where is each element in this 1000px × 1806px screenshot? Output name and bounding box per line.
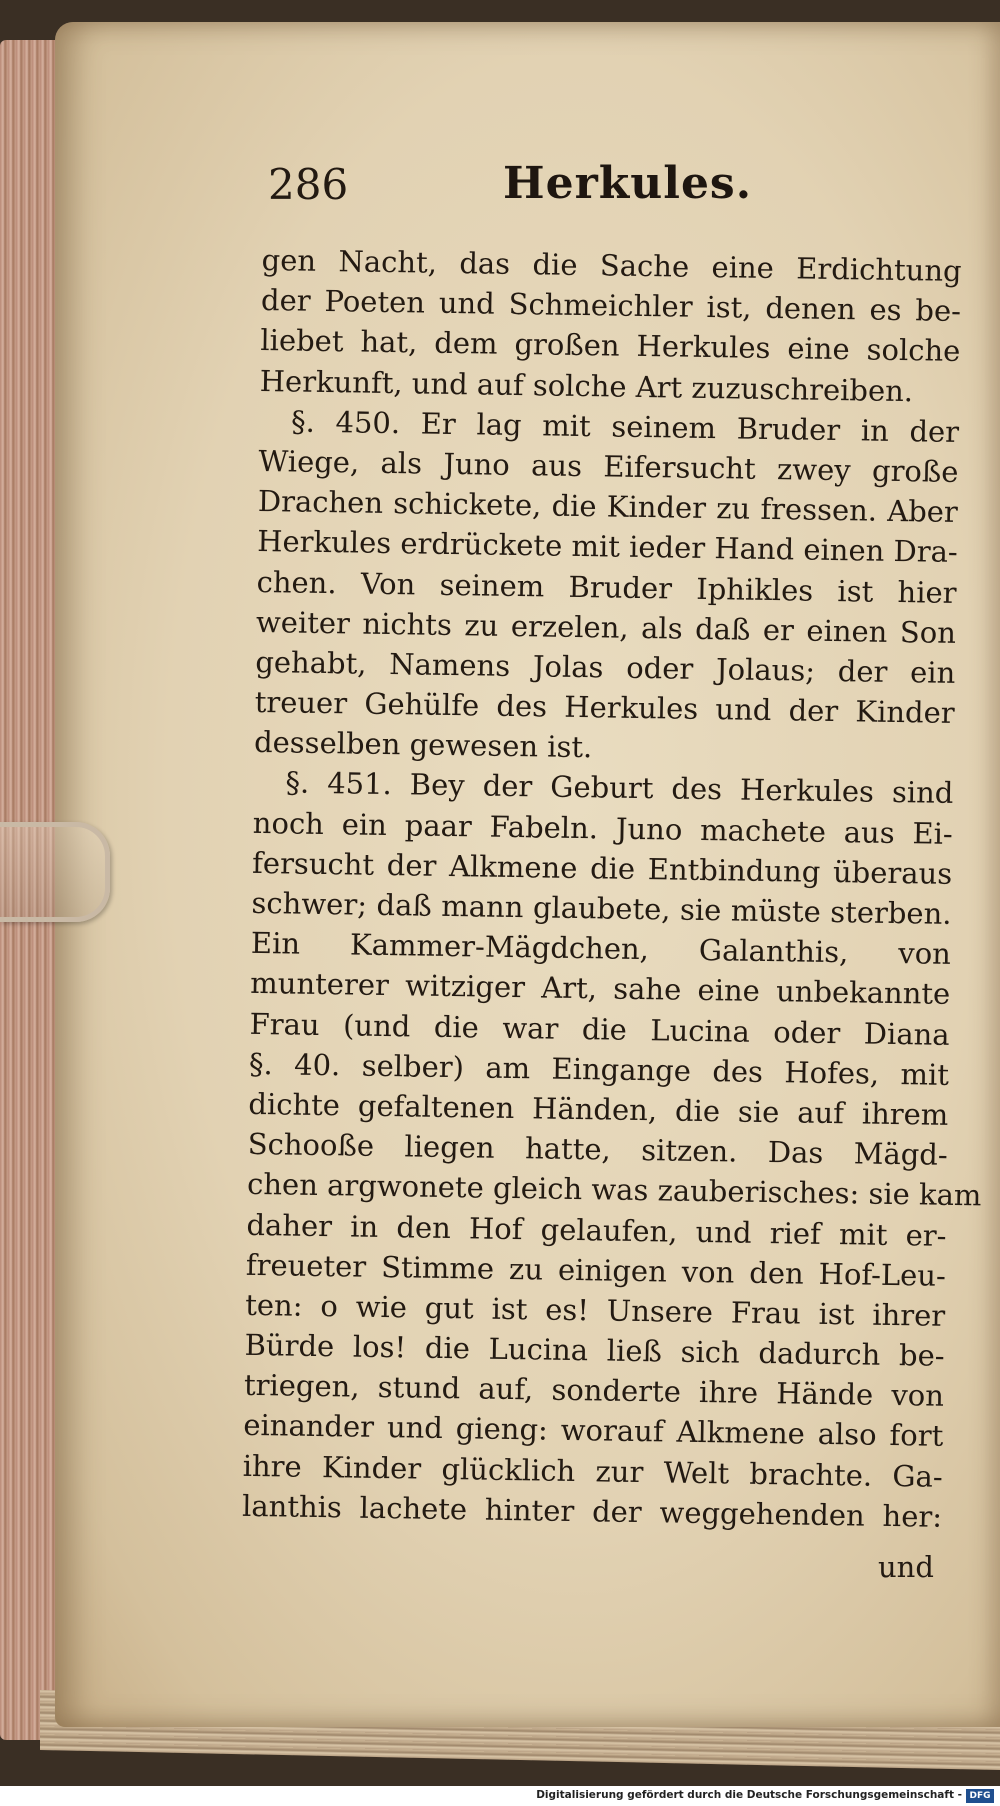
paragraph-451-start: §. 451. Bey der Geburt des Herkules sind [285, 765, 954, 811]
text-line: munterer witziger Art, sahe eine unbekannte [250, 966, 951, 1012]
text-line: dichte gefaltenen Händen, die sie auf ihrem [248, 1086, 949, 1132]
page-number: 286 [268, 160, 349, 209]
text-line: Herkunft, und auf solche Art zuzuschreiben. [259, 363, 914, 408]
text-line: freueter Stimme zu einigen von den Hof-Leu- [245, 1247, 947, 1293]
text-line: Herkules erdrückete mit ieder Hand einen Dra- [257, 524, 958, 570]
text-line: gehabt, Namens Jolas oder Jolaus; der ein [255, 644, 956, 690]
text-line: Wiege, als Juno aus Eifersucht zwey große [258, 443, 959, 489]
text-line: ihre Kinder glücklich zur Welt brachte. Ga- [242, 1448, 943, 1494]
text-line: liebet hat, dem großen Herkules eine solche [260, 323, 961, 369]
text-line: weiter nichts zu erzelen, als daß er einen Son [255, 604, 957, 650]
text-line: lanthis lachete hinter der weggehenden her: [241, 1488, 943, 1534]
text-line: fersucht der Alkmene die Entbindung überaus [251, 845, 953, 891]
running-title: Herkules. [503, 158, 753, 209]
text-line: gen Nacht, das die Sache eine Erdichtung [261, 242, 962, 288]
text-line: chen. Von seinem Bruder Iphikles ist hier [256, 564, 957, 610]
text-line: schwer; daß mann glaubete, sie müste sterben. [251, 885, 952, 931]
text-line: noch ein paar Fabeln. Juno machete aus Ei- [252, 805, 954, 851]
text-line: einander und gieng: worauf Alkmene also fort [243, 1408, 944, 1454]
body-text [241, 240, 982, 1537]
text-line: Drachen schickete, die Kinder zu fressen. Aber [257, 484, 959, 530]
text-line: Ein Kammer-Mägdchen, Galanthis, von [250, 926, 952, 972]
text-line: Bürde los! die Lucina ließ sich dadurch be- [244, 1327, 945, 1373]
text-line: triegen, stund auf, sonderte ihre Hände von [243, 1368, 945, 1414]
dfg-logo: DFG [966, 1789, 994, 1803]
catchword: und [878, 1550, 934, 1584]
digitization-credit: Digitalisierung gefördert durch die Deutsche Forschungsgemeinschaft - [536, 1789, 962, 1801]
text-line: ten: o wie gut ist es! Unsere Frau ist ihrer [245, 1287, 946, 1333]
paragraph-450-start: §. 450. Er lag mit seinem Bruder in der [290, 404, 960, 449]
text-line: Schooße liegen hatte, sitzen. Das Mägd- [247, 1127, 948, 1173]
text-line: chen argwonete gleich was zauberisches: sie kam [246, 1167, 982, 1213]
text-line: §. 40. selber) am Eingange des Hofes, mit [248, 1046, 950, 1092]
text-line: Frau (und die war die Lucina oder Diana [249, 1006, 950, 1052]
text-line: daher in den Hof gelaufen, und rief mit er- [246, 1207, 947, 1253]
page-header [268, 158, 753, 220]
text-line: desselben gewesen ist. [253, 725, 593, 765]
text-line: der Poeten und Schmeichler ist, denen es be- [260, 283, 962, 329]
page-clip [0, 822, 110, 922]
text-line: treuer Gehülfe des Herkules und der Kinder [254, 685, 955, 730]
